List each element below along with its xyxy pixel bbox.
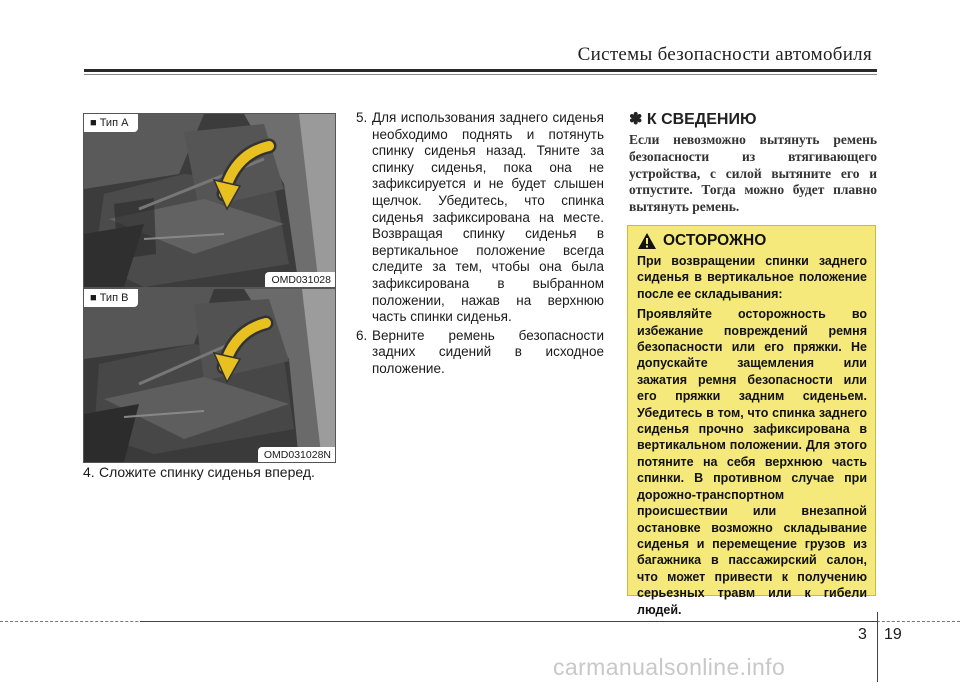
warning-box bbox=[627, 225, 876, 617]
step-text: Сложите спинку сиденья вперед. bbox=[99, 464, 315, 480]
warning-paragraph: При возвращении спинки заднего сиденья в вертикальное положение после ее складывания: bbox=[637, 254, 867, 301]
step-number: 6. bbox=[356, 327, 368, 343]
step-number: 4. bbox=[83, 464, 95, 480]
note-body: Если невозможно вытянуть ремень безопасности из втягивающего устройства, с силой вытяните его и отпустите. Тогда можно будет плавно вытянуть ремень. bbox=[629, 132, 877, 215]
figure-type-b bbox=[83, 288, 336, 463]
figure-code: OMD031028N bbox=[258, 447, 335, 462]
note-title: ✽ К СВЕДЕНИЮ bbox=[629, 111, 757, 128]
step-number: 5. bbox=[356, 110, 368, 125]
rear-seat-photo-type-b bbox=[84, 289, 335, 462]
footer-rule bbox=[140, 621, 877, 622]
figure-type-label: ■ Тип B bbox=[84, 289, 138, 307]
watermark: carmanualsonline.info bbox=[553, 654, 786, 680]
step-text: Верните ремень безопасности задних сидений в исходное положение. bbox=[372, 327, 604, 376]
footer-separator bbox=[877, 612, 878, 682]
figure-code: OMD031028 bbox=[265, 272, 335, 287]
page-number: 19 bbox=[884, 626, 902, 643]
warning-header bbox=[637, 232, 867, 250]
instructions-column bbox=[356, 110, 604, 378]
figure-type-label: ■ Тип A bbox=[84, 114, 138, 132]
figure-type-a bbox=[83, 113, 336, 288]
warning-title: ОСТОРОЖНО bbox=[663, 232, 767, 249]
step-text: Для использования заднего сиденья необходимо поднять и потянуть спинку сиденья назад. Тяните за спинку сиденья, пока она не зафиксируется и не будет слышен щелчок. Убедитесь, что спинка сиденья зафиксирована на месте. Возвращая спинку сиденья в вертикальное положение всегда следите за тем, чтобы она была зафиксирована в выбранном положении, нажав на верхнюю часть спинки сиденья. bbox=[372, 110, 604, 325]
chapter-number: 3 bbox=[858, 626, 867, 643]
step-6 bbox=[356, 328, 604, 378]
warning-paragraph: Проявляйте осторожность во избежание повреждений ремня безопасности или его пряжки. Не допускайте защемления или зажатия ремня безопасности или его пряжки задним сиденьем. Убедитесь в том, что спинка заднего сиденья прочно зафиксирована в вертикальном положении. Для этого потяните на себя верхнюю часть спинки. В противном случае при дорожно-транспортном происшествии или внезапной остановке возможно складывание сиденья и перемещение грузов из багажника в пассажирский салон, что может привести к получению серьезных травм или к гибели людей. bbox=[637, 307, 867, 617]
header-rule bbox=[84, 69, 877, 72]
rear-seat-photo-type-a bbox=[84, 114, 335, 287]
page-header-title: Системы безопасности автомобиля bbox=[577, 44, 872, 65]
step-4 bbox=[83, 463, 315, 481]
warning-triangle-icon bbox=[637, 232, 657, 250]
step-5 bbox=[356, 110, 604, 326]
